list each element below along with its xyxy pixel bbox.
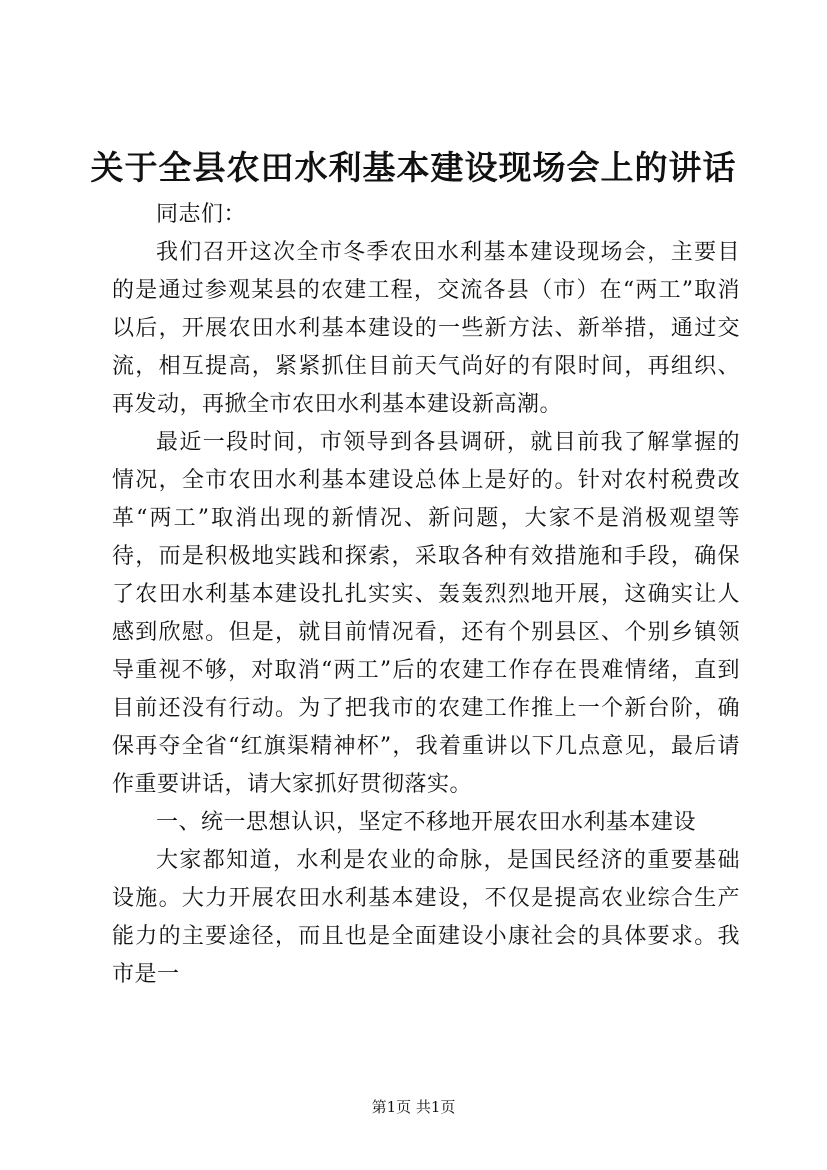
- section-heading: 一、统一思想认识，坚定不移地开展农田水利基本建设: [156, 810, 697, 835]
- page-number-footer: 第1页 共1页: [371, 1098, 456, 1116]
- document-body: [112, 196, 740, 994]
- paragraph-1: 我们召开这次全市冬季农田水利基本建设现场会，主要目的是通过参观某县的农建工程，交流各县（市）在“两工”取消以后，开展农田水利基本建设的一些新方法、新举措，通过交流，相互提高，紧紧抓住目前天气尚好的有限时间，再组织、再发动，再掀全市农田水利基本建设新高潮。: [112, 240, 740, 417]
- greeting: 同志们：: [156, 202, 247, 227]
- section-paragraph: 大家都知道，水利是农业的命脉，是国民经济的重要基础设施。大力开展农田水利基本建设，不仅是提高农业综合生产能力的主要途径，而且也是全面建设小康社会的具体要求。我市是一: [112, 848, 740, 987]
- document-title: 关于全县农田水利基本建设现场会上的讲话: [90, 148, 737, 187]
- paragraph-2: 最近一段时间，市领导到各县调研，就目前我了解掌握的情况，全市农田水利基本建设总体上是好的。针对农村税费改革“两工”取消出现的新情况、新问题，大家不是消极观望等待，而是积极地实践和探索，采取各种有效措施和手段，确保了农田水利基本建设扎扎实实、轰轰烈烈地开展，这确实让人感到欣慰。但是，就目前情况看，还有个别县区、个别乡镇领导重视不够，对取消“两工”后的农建工作存在畏难情绪，直到目前还没有行动。为了把我市的农建工作推上一个新台阶，确保再夺全省“红旗渠精神杯”，我着重讲以下几点意见，最后请作重要讲话，请大家抓好贯彻落实。: [112, 430, 740, 797]
